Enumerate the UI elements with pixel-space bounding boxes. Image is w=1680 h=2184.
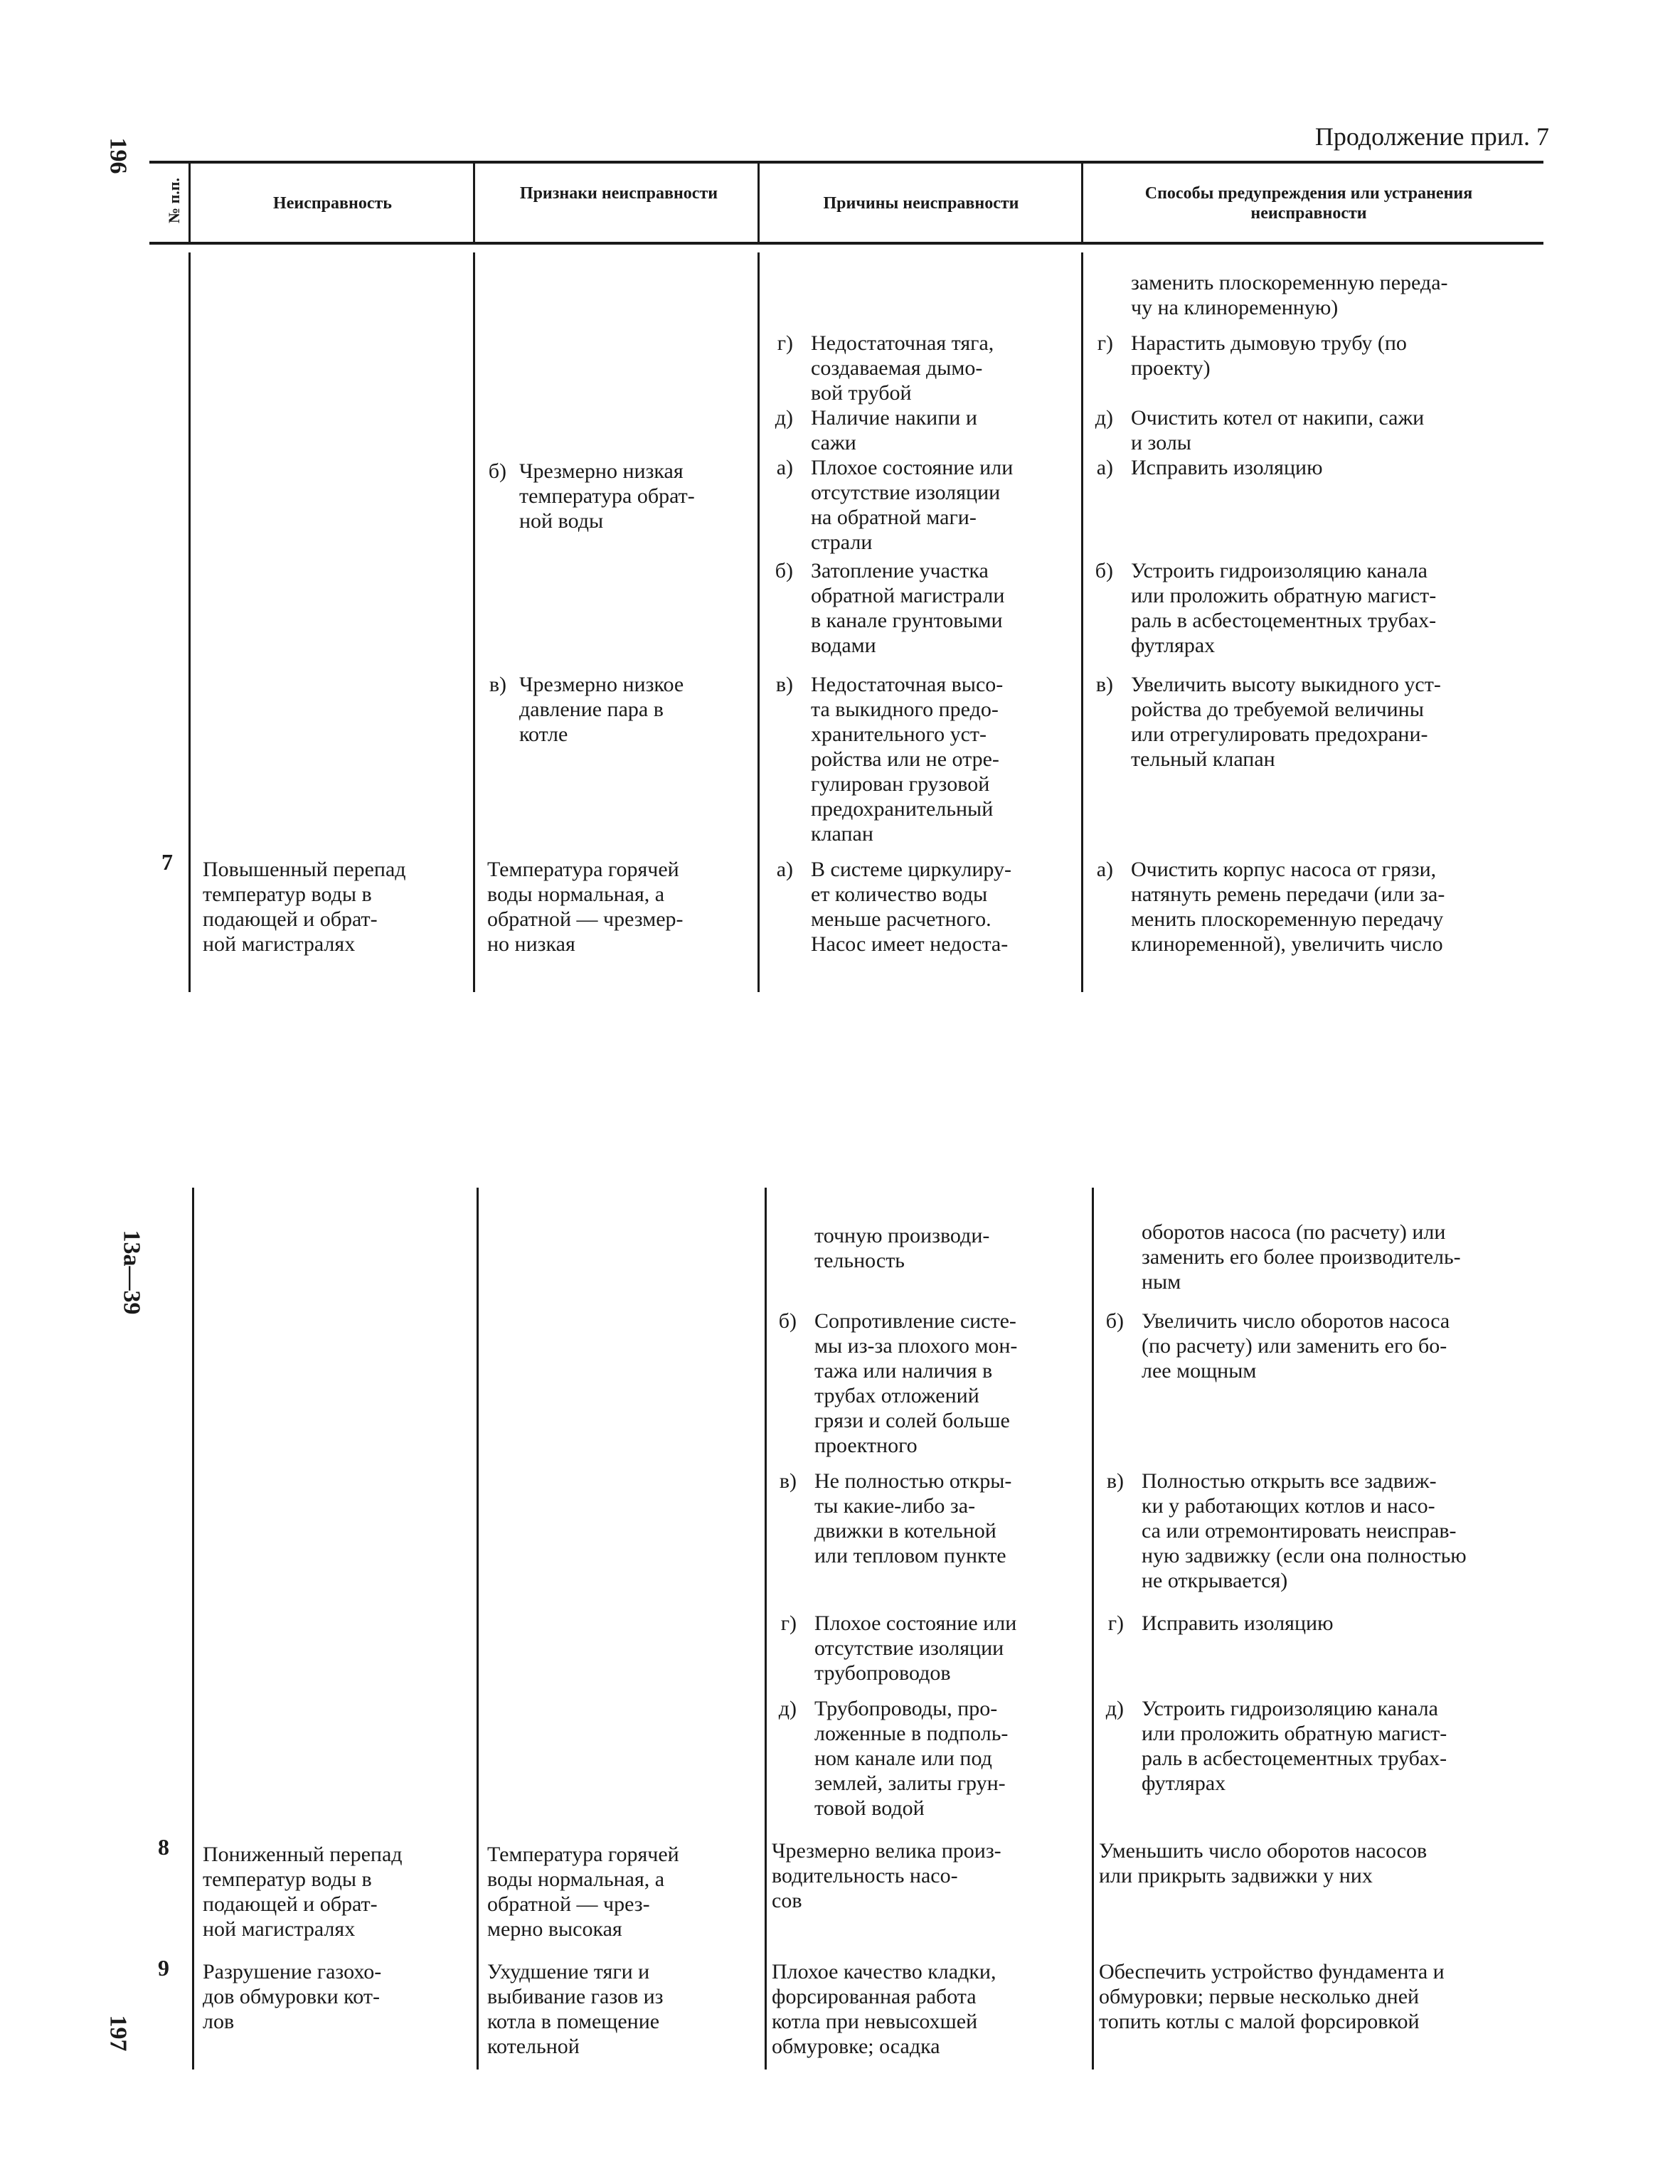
- top-col-line-3: [757, 252, 760, 992]
- bottom-r1-cause-label: б): [778, 1309, 797, 1333]
- top-col-line-1: [188, 252, 191, 992]
- top-r5-remedy: Увеличить высоту выкидного уст- ройства до требуемой величины или отрегулировать предохрани- тельный клапан: [1131, 673, 1441, 771]
- bottom-r5-remedy: Уменьшить число оборотов насосов или прикрыть задвижки у них: [1099, 1839, 1428, 1887]
- top-r6-cause: В системе циркулиру- ет количество воды меньше расчетного. Насос имеет недоста-: [811, 858, 1011, 956]
- top-col-line-4: [1081, 252, 1083, 992]
- top-col-line-2: [473, 252, 475, 992]
- bottom-r4-cause: Трубопроводы, про- ложенные в подполь- ном канале или под землей, залиты грун- товой водой: [814, 1697, 1009, 1820]
- bottom-r6-cause: Плохое качество кладки, форсированная работа котла при невысохшей обмуровке; осадка: [772, 1960, 996, 2058]
- top-r1-cause-label: г): [777, 331, 793, 355]
- top-r1-cause: Недостаточная тяга, создаваемая дымо- вой трубой: [811, 331, 994, 405]
- header-divider-2: [473, 164, 475, 242]
- bottom-col-line-1: [192, 1188, 194, 2070]
- bottom-r6-sign: Ухудшение тяги и выбивание газов из котла в помещение котельной: [487, 1960, 664, 2058]
- top-r2-remedy: Очистить котел от накипи, сажи и золы: [1131, 406, 1425, 454]
- page-number-top: 196: [105, 137, 132, 174]
- sheet-mark: 13а—39: [118, 1230, 145, 1315]
- bottom-r0-cause: точную производи- тельность: [814, 1224, 990, 1272]
- bottom-r4-remedy-label: д): [1105, 1697, 1124, 1720]
- top-r3-cause: Плохое состояние или отсутствие изоляции на обратной маги- страли: [811, 456, 1014, 554]
- bottom-r1-remedy-label: б): [1105, 1309, 1124, 1333]
- top-r6-cause-label: а): [776, 858, 793, 881]
- top-r5-remedy-label: в): [1095, 673, 1113, 696]
- top-r4-remedy-label: б): [1095, 559, 1113, 582]
- top-r6-remedy: Очистить корпус насоса от грязи, натянуть ремень передачи (или за- менить плоскоременную передачу клиноременной), увеличить число: [1131, 858, 1445, 956]
- bottom-r6-remedy: Обеспечить устройство фундамента и обмуровки; первые несколько дней топить котлы с малой форсировкой: [1099, 1960, 1445, 2033]
- header-divider-4: [1081, 164, 1083, 242]
- bottom-r3-cause: Плохое состояние или отсутствие изоляции трубопроводов: [814, 1612, 1017, 1685]
- col-header-causes: Причины неисправности: [823, 194, 1019, 213]
- col-header-remedies: Способы предупреждения или устранения неисправности: [1144, 184, 1473, 223]
- top-r3-remedy-label: а): [1096, 456, 1113, 479]
- bottom-r2-remedy: Полностью открыть все задвиж- ки у работающих котлов и насо- са или отремонтировать неисправ- ную задвижку (если она полностью не открывается): [1142, 1469, 1467, 1592]
- top-r6-fault: Повышенный перепад температур воды в подающей и обрат- ной магистралях: [203, 858, 406, 956]
- bottom-r3-remedy-label: г): [1107, 1612, 1124, 1635]
- top-r6-number: 7: [161, 849, 173, 875]
- bottom-r6-fault: Разрушение газохо- дов обмуровки кот- лов: [203, 1960, 382, 2033]
- top-r5-cause-label: в): [775, 673, 793, 696]
- bottom-r4-remedy: Устроить гидроизоляцию канала или проложить обратную магист- раль в асбестоцементных трубах- футлярах: [1142, 1697, 1447, 1795]
- top-r2-cause-label: д): [775, 406, 793, 430]
- bottom-r5-sign: Температура горячей воды нормальная, а обратной — чрез- мерно высокая: [487, 1843, 679, 1941]
- bottom-r5-number: 8: [158, 1834, 169, 1860]
- top-r4-cause-label: б): [775, 559, 793, 582]
- bottom-r1-remedy: Увеличить число оборотов насоса (по расчету) или заменить его бо- лее мощным: [1142, 1309, 1450, 1383]
- bottom-r5-fault: Пониженный перепад температур воды в подающей и обрат- ной магистралях: [203, 1843, 403, 1941]
- bottom-r5-cause: Чрезмерно велика произ- водительность насо- сов: [772, 1839, 1001, 1912]
- page-number-bottom: 197: [105, 2015, 132, 2052]
- top-r1-remedy: Нарастить дымовую трубу (по проекту): [1131, 331, 1407, 380]
- top-r4-cause: Затопление участка обратной магистрали в канале грунтовыми водами: [811, 559, 1005, 657]
- top-r3-sign-label: б): [488, 459, 506, 483]
- bottom-r2-cause: Не полностью откры- ты какие-либо за- движки в котельной или тепловом пункте: [814, 1469, 1012, 1567]
- continuation-label: Продолжение прил. 7: [1314, 122, 1549, 151]
- top-r5-cause: Недостаточная высо- та выкидного предо- хранительного уст- ройства или не отре- гулирован грузовой предохранительный клапан: [811, 673, 1004, 846]
- bottom-r3-cause-label: г): [780, 1612, 797, 1635]
- bottom-r3-remedy: Исправить изоляцию: [1142, 1612, 1334, 1635]
- top-r3-cause-label: а): [776, 456, 793, 479]
- top-r3-remedy: Исправить изоляцию: [1131, 456, 1323, 479]
- bottom-r2-remedy-label: в): [1106, 1469, 1124, 1493]
- header-divider-1: [188, 164, 191, 242]
- top-r4-remedy: Устроить гидроизоляцию канала или проложить обратную магист- раль в асбестоцементных трубах- футлярах: [1131, 559, 1437, 657]
- bottom-r2-cause-label: в): [779, 1469, 797, 1493]
- bottom-r0-remedy: оборотов насоса (по расчету) или заменить его более производитель- ным: [1142, 1220, 1461, 1294]
- col-header-fault: Неисправность: [273, 194, 392, 213]
- bottom-r1-cause: Сопротивление систе- мы из-за плохого мон- тажа или наличия в трубах отложений грязи и солей больше проектного: [814, 1309, 1018, 1457]
- bottom-col-line-4: [1092, 1188, 1094, 2070]
- col-header-signs: Признаки неисправности: [519, 184, 718, 203]
- header-top-rule: [149, 161, 1543, 164]
- bottom-r6-number: 9: [158, 1955, 169, 1981]
- bottom-col-line-3: [765, 1188, 767, 2070]
- top-r3-sign: Чрезмерно низкая температура обрат- ной воды: [519, 459, 695, 533]
- bottom-col-line-2: [477, 1188, 479, 2070]
- top-r2-cause: Наличие накипи и сажи: [811, 406, 977, 454]
- col-header-number: № п.п.: [165, 178, 183, 223]
- top-r6-remedy-label: а): [1096, 858, 1113, 881]
- top-r5-sign: Чрезмерно низкое давление пара в котле: [519, 673, 684, 746]
- top-r6-sign: Температура горячей воды нормальная, а обратной — чрезмер- но низкая: [487, 858, 684, 956]
- top-r1-remedy-label: г): [1097, 331, 1113, 355]
- header-divider-3: [757, 164, 760, 242]
- header-bottom-rule: [149, 242, 1543, 245]
- top-r2-remedy-label: д): [1095, 406, 1113, 430]
- bottom-r4-cause-label: д): [778, 1697, 797, 1720]
- top-r5-sign-label: в): [489, 673, 506, 696]
- top-r0-remedy: заменить плоскоременную переда- чу на клиноременную): [1131, 271, 1448, 319]
